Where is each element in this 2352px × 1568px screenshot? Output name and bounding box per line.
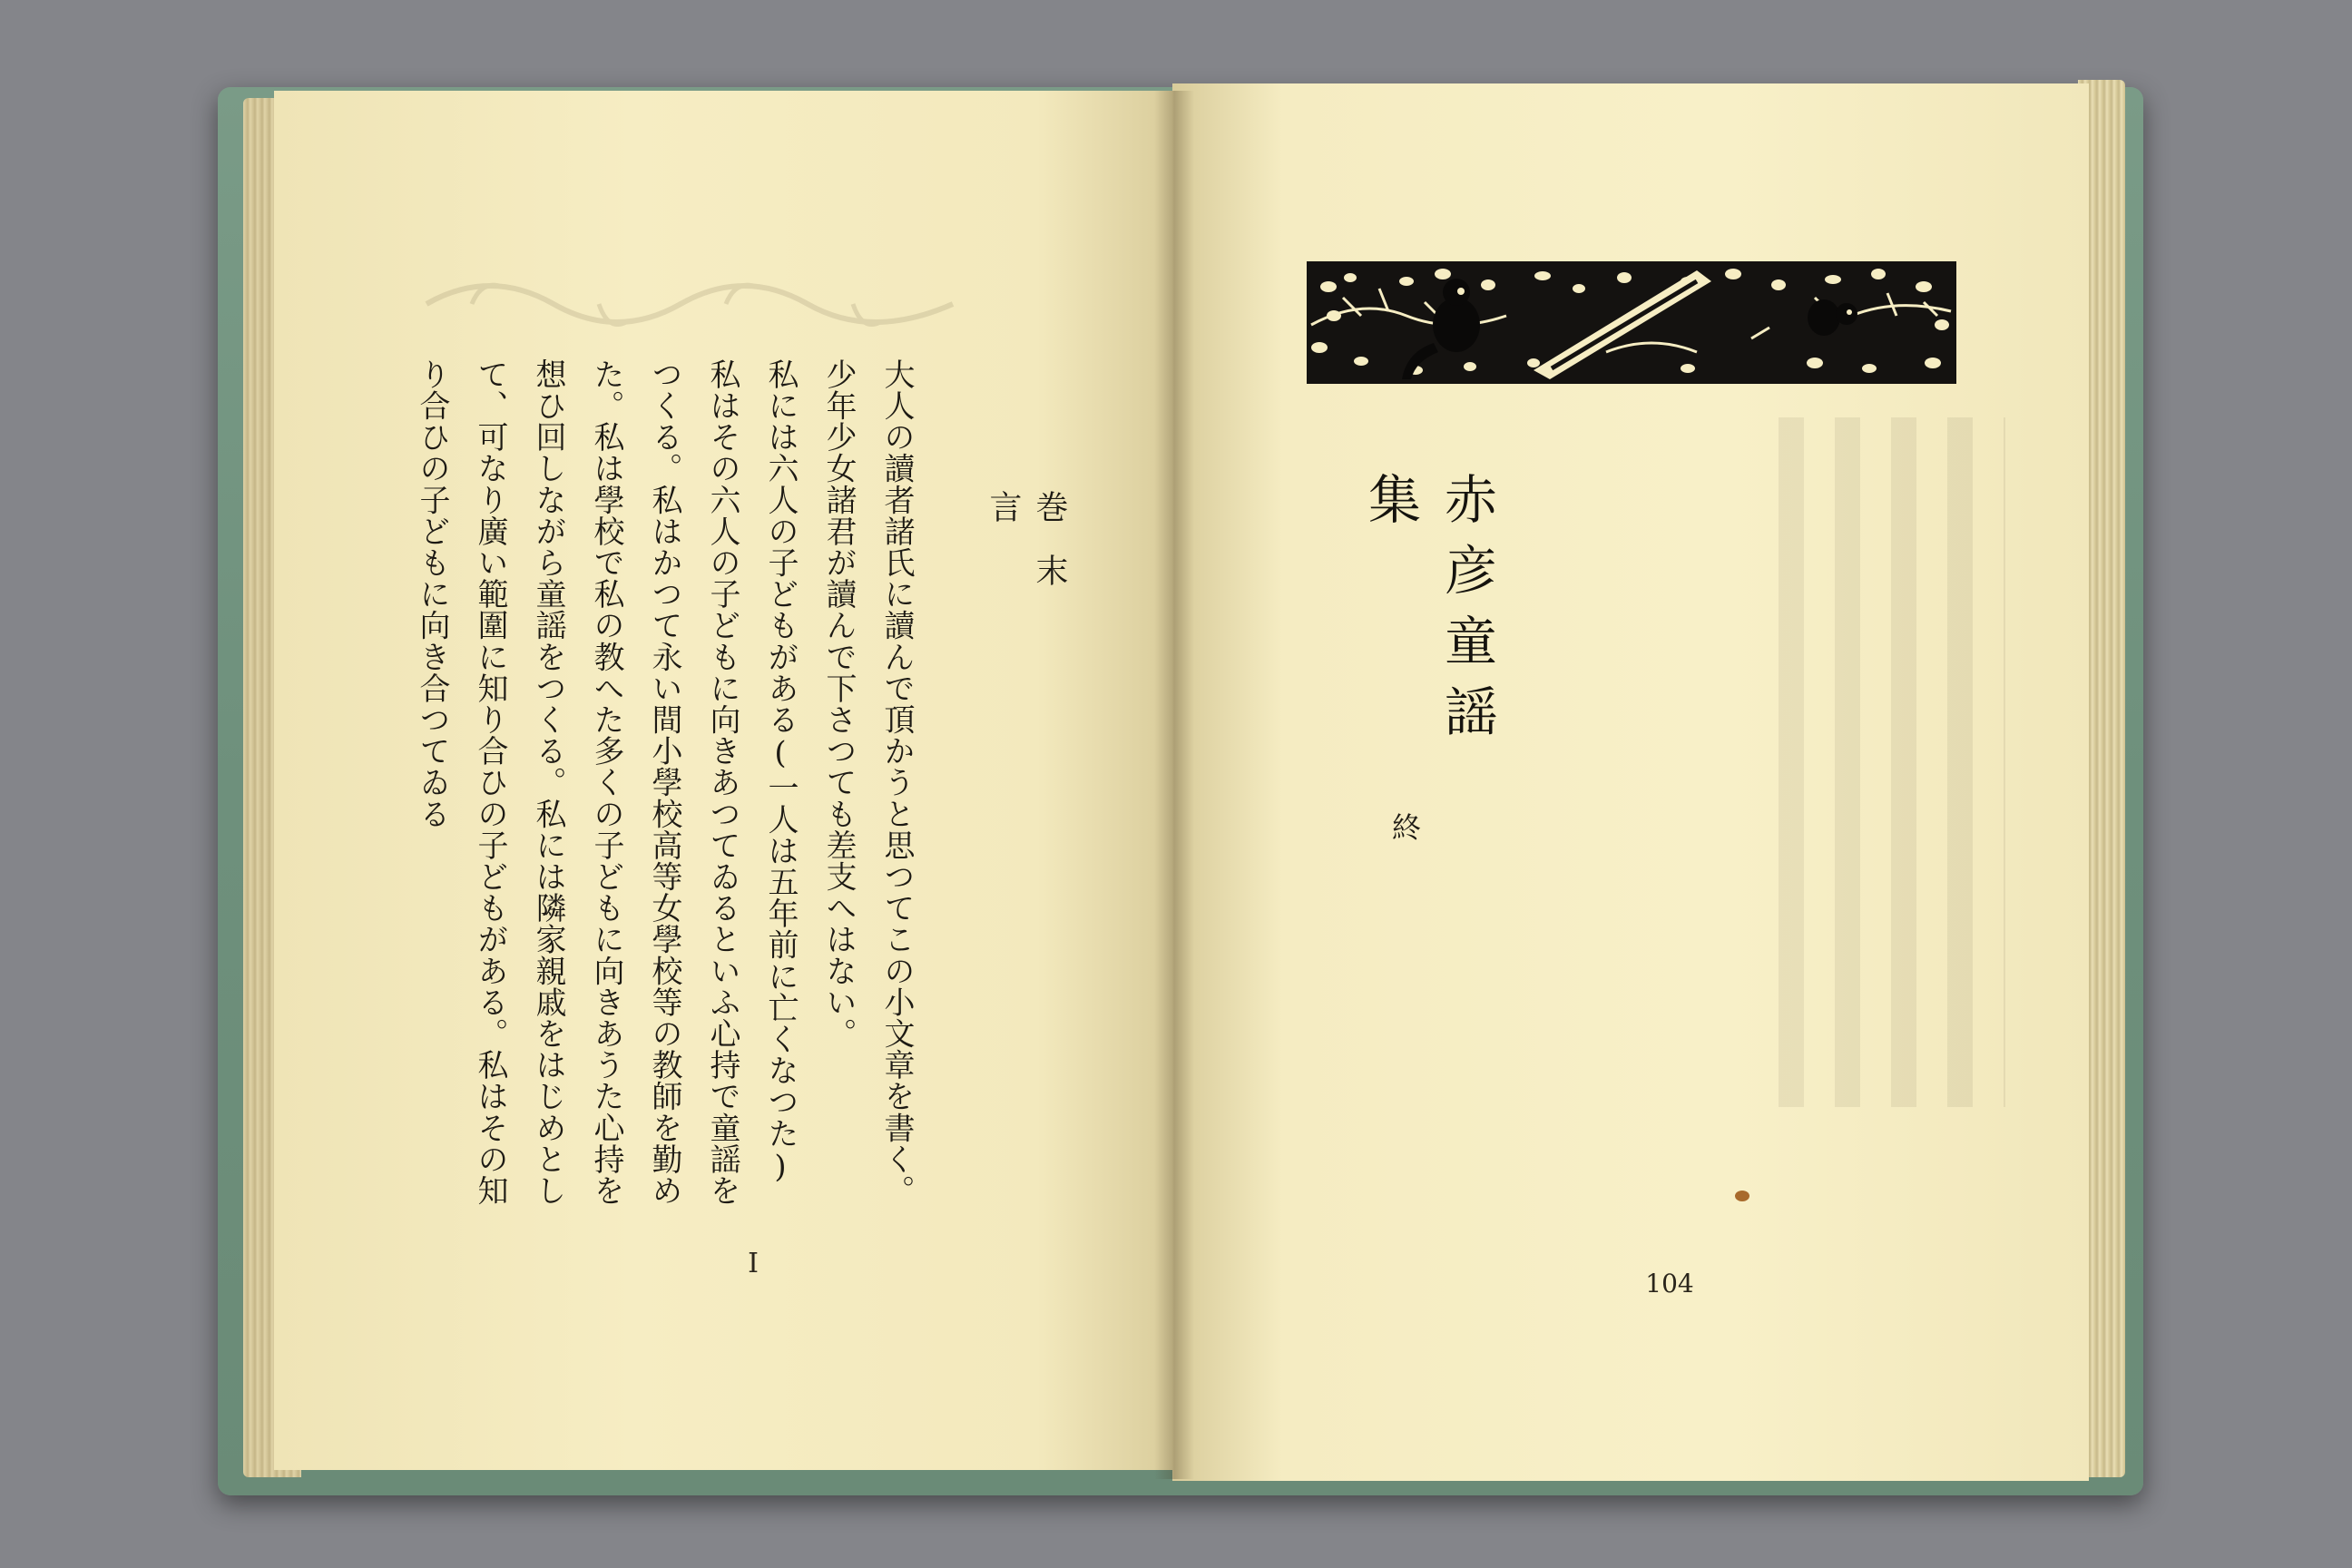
paper-stain xyxy=(1735,1191,1749,1201)
afterword-body: 大人の讀者諸氏に讀んで頂かうと思つてこの小文章を書く。少年少女諸君が讀んで下さつても差支へはない。 私には六人の子どもがある(一人は五年前に亡くなつた) 私はその六人の子どもに向きあつてゐるといふ心持で童謡をつくる。私はかつて永い間小學校高等女學校等の教師を勤めた。私は學校で私の教へた多くの子どもに向きあうた心持を想ひ回しながら童謡をつくる。私には隣家親戚をはじめとして、可なり廣い範圍に知り合ひの子どもがある。私はその知り合ひの子どもに向き合つてゐる xyxy=(414,358,915,1207)
afterword-heading: 巻末言 xyxy=(985,490,1068,617)
monkeys-vine-ornament-icon xyxy=(1307,261,1956,384)
text-show-through xyxy=(1779,417,2005,1107)
ornament-show-through xyxy=(417,268,962,340)
book-title: 赤彦童謡集 xyxy=(1359,472,1497,755)
left-page-number: I xyxy=(748,1248,759,1279)
end-mark: 終 xyxy=(1387,812,1422,841)
right-page-number: 104 xyxy=(1645,1269,1694,1298)
book-gutter xyxy=(1154,91,1194,1479)
